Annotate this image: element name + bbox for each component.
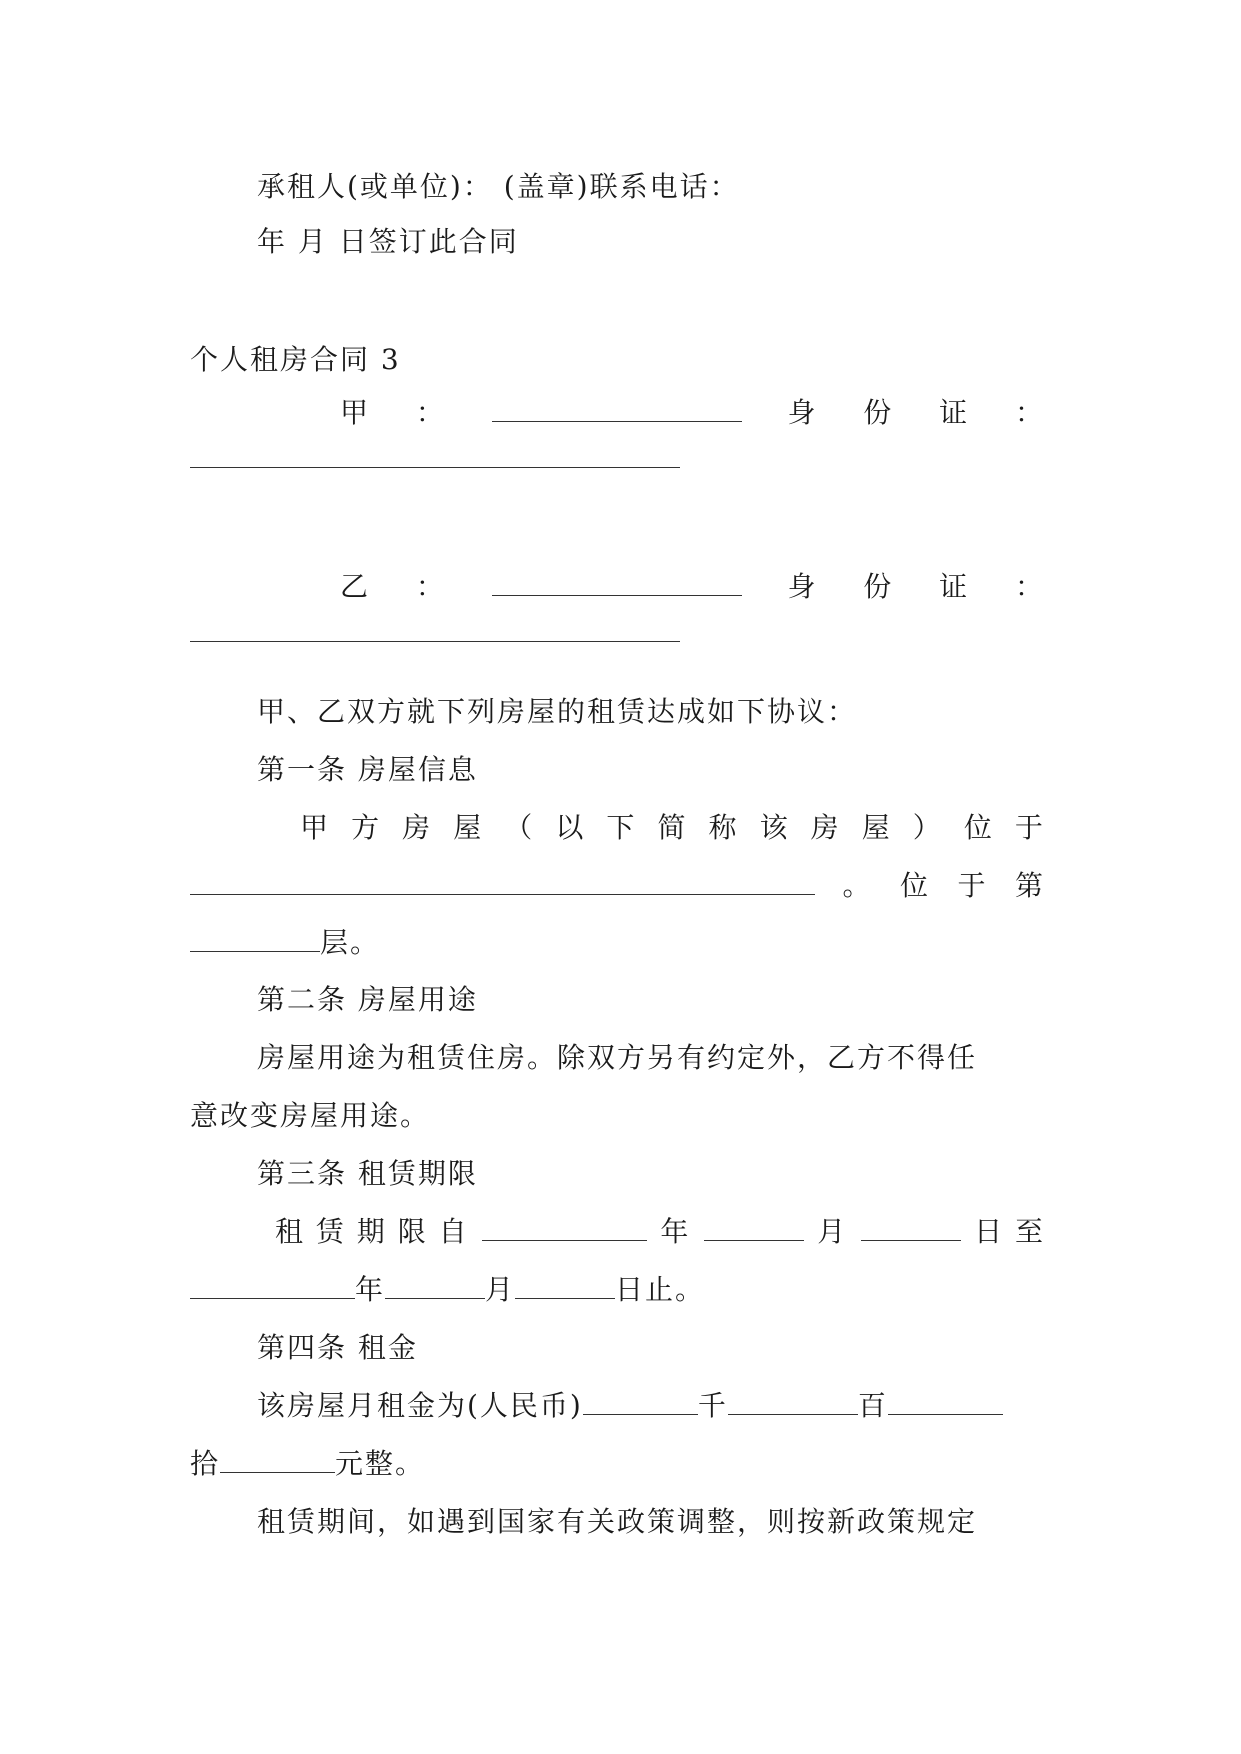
- id-char-2: 份: [863, 570, 894, 603]
- address-blank: [190, 870, 815, 895]
- floor-suffix: 层。: [320, 926, 381, 959]
- text-char: 屋: [453, 811, 484, 844]
- text-char: 甲: [300, 811, 331, 844]
- start-day-blank: [861, 1216, 961, 1241]
- article-2-heading: 第二条 房屋用途: [257, 983, 478, 1016]
- contract-title: 个人租房合同 3: [190, 343, 401, 376]
- id-char-1: 身: [787, 396, 818, 429]
- text-char: 称: [708, 811, 739, 844]
- text-char: 于: [1014, 811, 1045, 844]
- units-blank: [220, 1448, 335, 1473]
- thousands-blank: [583, 1390, 698, 1415]
- party-a-name-blank: [492, 397, 742, 422]
- article-4-line-1: [257, 1386, 1055, 1426]
- text-char: 第: [1014, 869, 1045, 902]
- text-char: 方: [351, 811, 382, 844]
- text-char: 下: [606, 811, 637, 844]
- hundred-label: 百: [857, 1389, 888, 1422]
- party-b-name-blank: [492, 571, 742, 596]
- period: 。: [842, 869, 873, 902]
- floor-blank: [190, 927, 320, 952]
- article-2-text-2: 意改变房屋用途。: [190, 1099, 431, 1132]
- start-year-blank: [482, 1216, 647, 1241]
- id-char-3: 证: [939, 570, 970, 603]
- thousand-label: 千: [697, 1389, 728, 1422]
- article-4-heading: 第四条 租金: [257, 1331, 418, 1364]
- colon: ：: [415, 396, 446, 429]
- text-char: 位: [899, 869, 930, 902]
- text-char: 简: [657, 811, 688, 844]
- day-end-label: 日止。: [615, 1273, 706, 1306]
- party-a-id-blank: [190, 467, 680, 468]
- article-1-heading: 第一条 房屋信息: [257, 753, 478, 786]
- article-1-line-3: [190, 923, 1055, 963]
- month-label: 月: [485, 1273, 516, 1306]
- signing-date-line: 年 月 日签订此合同: [257, 225, 519, 258]
- party-a-label: 甲: [340, 396, 371, 429]
- article-3-line-1: [275, 1212, 1045, 1252]
- text-char: 房: [810, 811, 841, 844]
- year-label: 年: [660, 1215, 691, 1248]
- article-2-text-1: 房屋用途为租赁住房。除双方另有约定外，乙方不得任: [257, 1041, 978, 1074]
- article-1-line-2: [190, 866, 1045, 906]
- yuan-label: 元整。: [335, 1447, 426, 1480]
- intro-paragraph: 甲、乙双方就下列房屋的租赁达成如下协议：: [257, 695, 858, 728]
- text-char: 该: [759, 811, 790, 844]
- ten-label: 拾: [190, 1447, 221, 1480]
- article-4-line-2: [190, 1444, 1055, 1484]
- tens-blank: [888, 1390, 1003, 1415]
- article-1-line-1: [300, 808, 1045, 848]
- start-month-blank: [704, 1216, 804, 1241]
- party-b-id-blank: [190, 641, 680, 642]
- colon: ：: [1014, 570, 1045, 603]
- lease-from-label: 租 赁 期 限 自: [275, 1215, 469, 1248]
- month-label: 月: [817, 1215, 848, 1248]
- hundreds-blank: [728, 1390, 858, 1415]
- tenant-signature-line: 承租人(或单位)： (盖章)联系电话：: [257, 170, 740, 203]
- party-b-row: [340, 567, 1045, 607]
- colon: ：: [415, 570, 446, 603]
- text-char: 屋: [861, 811, 892, 844]
- text-char: 房: [402, 811, 433, 844]
- id-char-3: 证: [939, 396, 970, 429]
- end-month-blank: [385, 1274, 485, 1299]
- party-b-label: 乙: [340, 570, 371, 603]
- year-label: 年: [355, 1273, 386, 1306]
- end-year-blank: [190, 1274, 355, 1299]
- article-3-line-2: [190, 1270, 1055, 1310]
- day-to-label: 日 至: [974, 1215, 1045, 1248]
- rent-label: 该房屋月租金为(人民币): [257, 1389, 583, 1422]
- end-day-blank: [515, 1274, 615, 1299]
- article-4-text: 租赁期间，如遇到国家有关政策调整，则按新政策规定: [257, 1505, 978, 1538]
- party-a-row: [340, 393, 1045, 433]
- text-char: 位: [963, 811, 994, 844]
- text-char: 于: [957, 869, 988, 902]
- id-char-2: 份: [863, 396, 894, 429]
- text-char: ）: [912, 811, 943, 844]
- id-char-1: 身: [787, 570, 818, 603]
- colon: ：: [1014, 396, 1045, 429]
- article-3-heading: 第三条 租赁期限: [257, 1157, 478, 1190]
- text-char: 以: [555, 811, 586, 844]
- text-char: （: [504, 811, 535, 844]
